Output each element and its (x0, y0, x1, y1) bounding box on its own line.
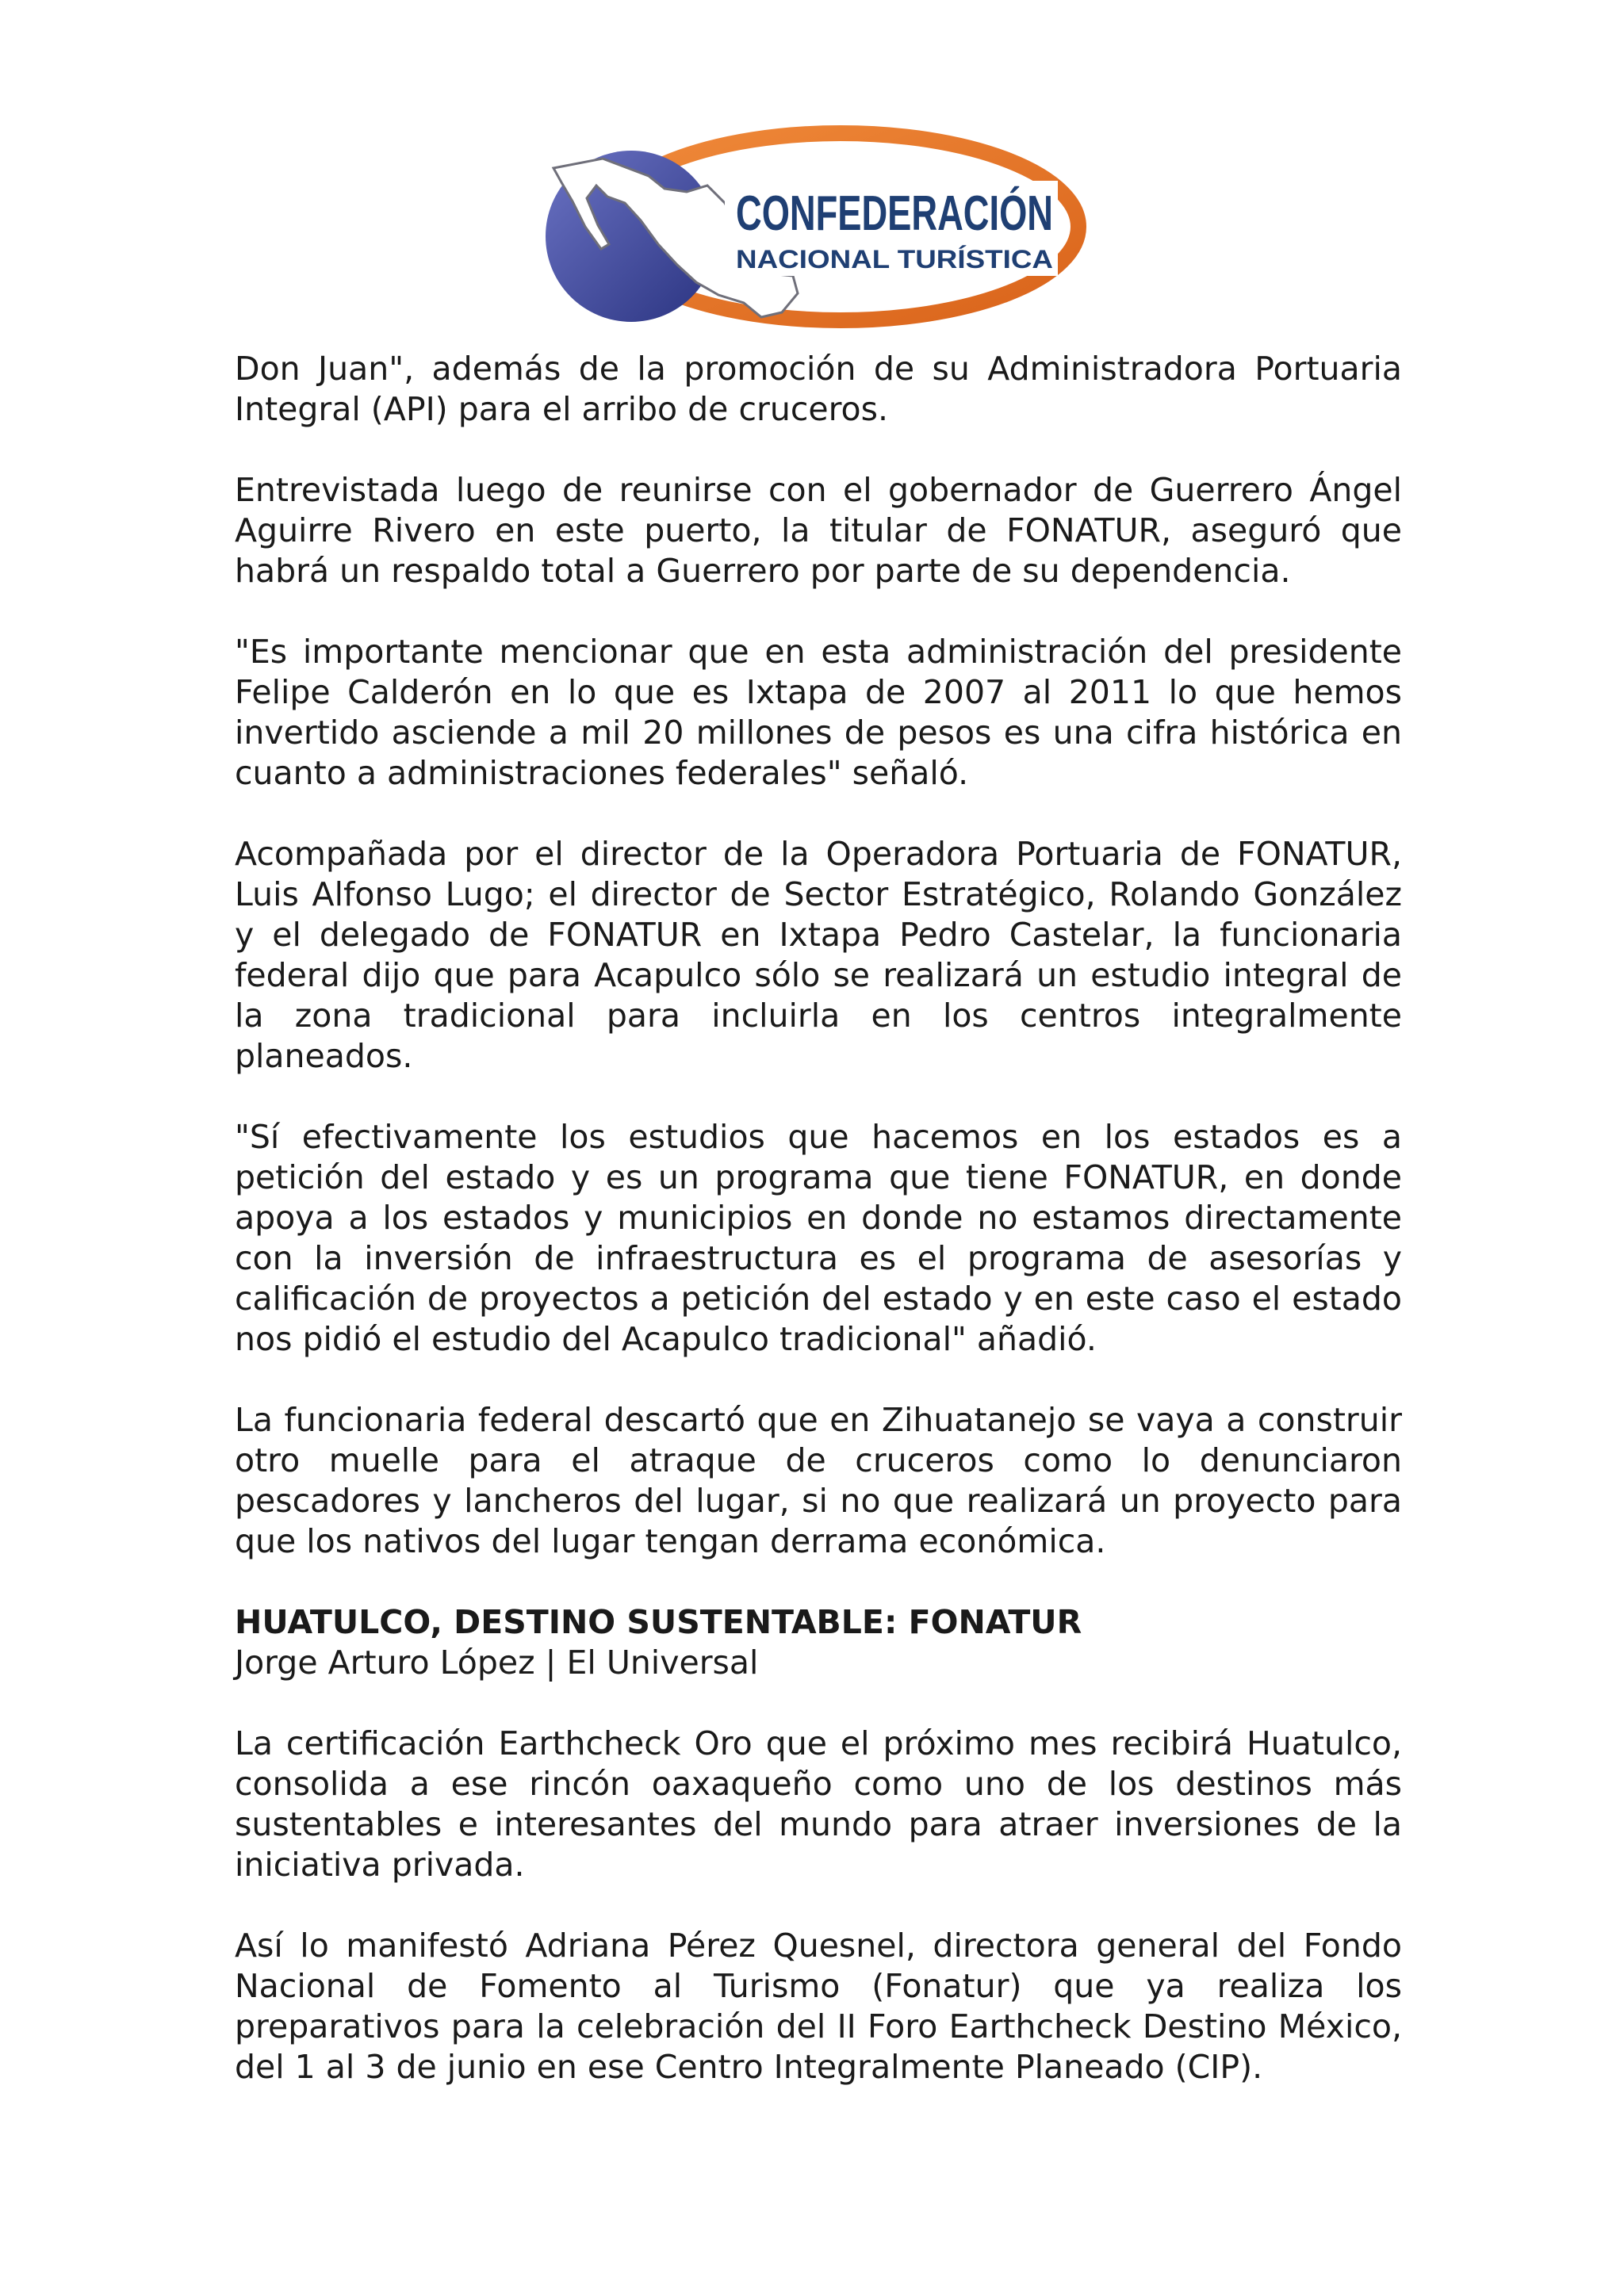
paragraph: Acompañada por el director de la Operadora Portuaria de FONATUR, Luis Alfonso Lugo; el director de Sector Estratégico, Rolando González y el delegado de FONATUR en Ixtapa Pedro Castelar, la funcionaria federal dijo que para Acapulco sólo se realizará un estudio integral de la zona tradicional para incluirla en los centros integralmente planeados. (235, 835, 1402, 1075)
article-byline: Jorge Arturo López | El Universal (235, 1644, 759, 1682)
confederacion-logo (530, 109, 1091, 347)
logo-graphic (530, 109, 1091, 347)
paragraph: "Sí efectivamente los estudios que hacemos en los estados es a petición del estado y es un programa que tiene FONATUR, en donde apoya a los estados y municipios en donde no estamos directamente con la inversión de infraestructura es el programa de asesorías y calificación de proyectos a petición del estado y en este caso el estado nos pidió el estudio del Acapulco tradicional" añadió. (235, 1118, 1402, 1358)
paragraph: Don Juan", además de la promoción de su Administradora Portuaria Integral (API) para el arribo de cruceros. (235, 350, 1402, 428)
logo-line1: CONFEDERACIÓN (736, 186, 1053, 241)
paragraph: La funcionaria federal descartó que en Zihuatanejo se vaya a construir otro muelle para el atraque de cruceros como lo denunciaron pescadores y lancheros del lugar, si no que realizará un proyecto para que los nativos del lugar tengan derrama económica. (235, 1401, 1402, 1560)
paragraph: La certificación Earthcheck Oro que el próximo mes recibirá Huatulco, consolida a ese rincón oaxaqueño como uno de los destinos más sustentables e interesantes del mundo para atraer inversiones de la iniciativa privada. (235, 1724, 1402, 1884)
document-body (235, 349, 1402, 2128)
article-headline: HUATULCO, DESTINO SUSTENTABLE: FONATUR (235, 1603, 1082, 1641)
logo-line2: NACIONAL TURÍSTICA (736, 245, 1053, 274)
paragraph: Entrevistada luego de reunirse con el gobernador de Guerrero Ángel Aguirre Rivero en este puerto, la titular de FONATUR, aseguró que habrá un respaldo total a Guerrero por parte de su dependencia. (235, 471, 1402, 590)
paragraph: Así lo manifestó Adriana Pérez Quesnel, directora general del Fondo Nacional de Fomento al Turismo (Fonatur) que ya realiza los preparativos para la celebración del II Foro Earthcheck Destino México, del 1 al 3 de junio en ese Centro Integralmente Planeado (CIP). (235, 1927, 1402, 2086)
paragraph: "Es importante mencionar que en esta administración del presidente Felipe Calderón en lo que es Ixtapa de 2007 al 2011 lo que hemos invertido asciende a mil 20 millones de pesos es una cifra histórica en cuanto a administraciones federales" señaló. (235, 633, 1402, 792)
